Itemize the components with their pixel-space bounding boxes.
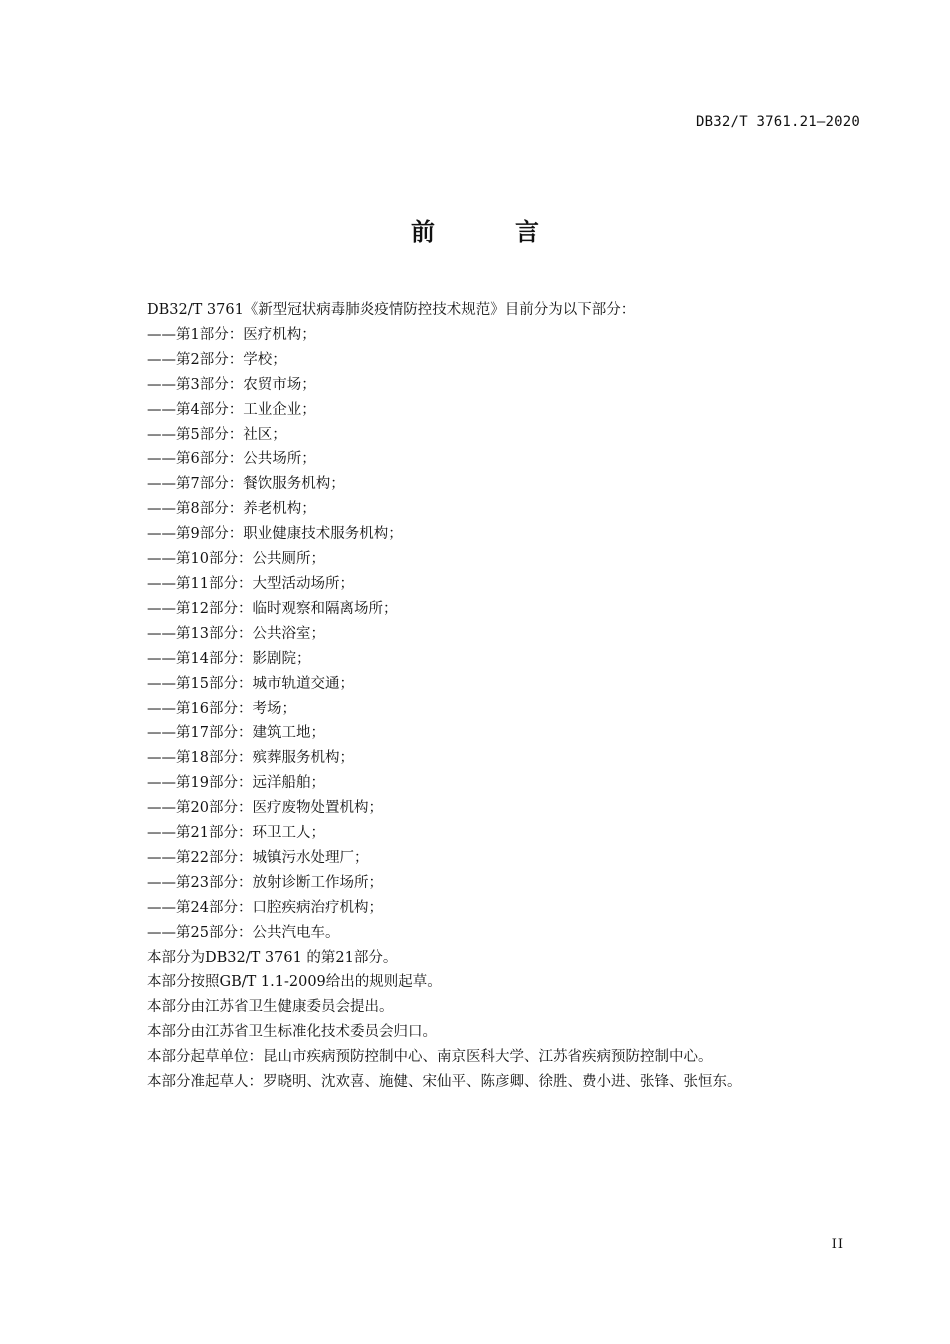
part-list-item: ——第22部分：城镇污水处理厂； — [147, 849, 369, 866]
intro-paragraph: DB32/T 3761《新型冠状病毒肺炎疫情防控技术规范》目前分为以下部分： — [147, 302, 636, 318]
part-list-item: ——第25部分：公共汽电车。 — [147, 924, 340, 941]
part-list-item: ——第3部分：农贸市场； — [147, 376, 316, 393]
part-list-item: ——第23部分：放射诊断工作场所； — [147, 874, 383, 891]
part-list-item: ——第18部分：殡葬服务机构； — [147, 750, 354, 767]
part-list-item: ——第14部分：影剧院； — [147, 650, 311, 667]
part-list-item: ——第24部分：口腔疾病治疗机构； — [147, 899, 383, 916]
part-list-item: ——第21部分：环卫工人； — [147, 825, 325, 842]
part-list-item: ——第1部分：医疗机构； — [147, 326, 316, 343]
page-number: II — [831, 1237, 844, 1252]
part-list-item: ——第10部分：公共厕所； — [147, 551, 325, 568]
part-list-item: ——第13部分：公共浴室； — [147, 625, 325, 642]
part-list-item: ——第9部分：职业健康技术服务机构； — [147, 526, 403, 543]
part-list-item: ——第11部分：大型活动场所； — [147, 575, 354, 592]
part-list-item: ——第19部分：远洋船舶； — [147, 775, 325, 792]
part-list-item: ——第15部分：城市轨道交通； — [147, 675, 354, 692]
part-list-item: ——第2部分：学校； — [147, 351, 287, 368]
note-line: 本部分起草单位：昆山市疾病预防控制中心、南京医科大学、江苏省疾病预防控制中心。 — [147, 1049, 713, 1066]
page-title: 前 言 — [411, 218, 567, 246]
note-line: 本部分按照GB/T 1.1-2009给出的规则起草。 — [147, 974, 442, 991]
note-line: 本部分准起草人：罗晓明、沈欢喜、施健、宋仙平、陈彦卿、徐胜、费小进、张锋、张恒东。 — [147, 1074, 742, 1091]
part-list-item: ——第7部分：餐饮服务机构； — [147, 476, 345, 493]
part-list-item: ——第12部分：临时观察和隔离场所； — [147, 600, 398, 617]
note-line: 本部分由江苏省卫生标准化技术委员会归口。 — [147, 1024, 437, 1041]
part-list-item: ——第16部分：考场； — [147, 700, 296, 717]
part-list-item: ——第8部分：养老机构； — [147, 501, 316, 518]
document-body — [147, 298, 847, 1095]
note-line: 本部分由江苏省卫生健康委员会提出。 — [147, 999, 394, 1016]
part-list-item: ——第20部分：医疗废物处置机构； — [147, 800, 383, 817]
part-list-item: ——第17部分：建筑工地； — [147, 725, 325, 742]
standard-code: DB32/T 3761.21—2020 — [696, 114, 860, 130]
part-list-item: ——第4部分：工业企业； — [147, 401, 316, 418]
parts-list — [147, 323, 847, 946]
note-line: 本部分为DB32/T 3761 的第21部分。 — [147, 949, 398, 966]
part-list-item: ——第5部分：社区； — [147, 426, 287, 443]
part-list-item: ——第6部分：公共场所； — [147, 451, 316, 468]
notes-list — [147, 946, 847, 1095]
